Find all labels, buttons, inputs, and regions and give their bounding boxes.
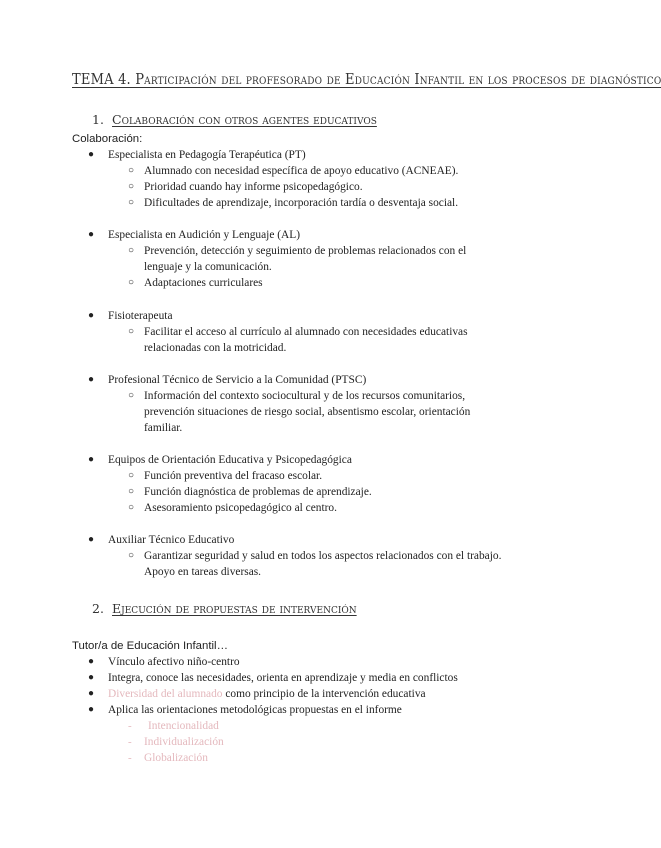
circle-bullet-icon: ○ (128, 245, 135, 256)
list-item: Facilitar el acceso al currículo al alumnado con necesidades educativas (144, 326, 468, 338)
circle-bullet-icon: ○ (128, 181, 135, 192)
circle-bullet-icon: ○ (128, 277, 135, 288)
list-item: Prevención, detección y seguimiento de problemas relacionados con el (144, 245, 467, 257)
tutor-item: Vínculo afectivo niño-centro (108, 656, 240, 668)
group-heading-fisio: Fisioterapeuta (108, 310, 173, 322)
method-item: Intencionalidad (148, 720, 219, 732)
bullet-icon: ● (88, 534, 95, 545)
list-item-continuation: familiar. (144, 422, 183, 434)
section-2-heading (92, 601, 357, 616)
dash-icon: - (128, 752, 132, 764)
section-1-title: Colaboración con otros agentes educativos (112, 112, 377, 127)
circle-bullet-icon: ○ (128, 326, 135, 337)
method-item: Globalización (144, 752, 208, 764)
bullet-icon: ● (88, 704, 95, 715)
bullet-icon: ● (88, 374, 95, 385)
group-heading-pt: Especialista en Pedagogía Terapéutica (PT) (108, 149, 306, 161)
list-item: Asesoramiento psicopedagógico al centro. (144, 502, 337, 514)
circle-bullet-icon: ○ (128, 470, 135, 481)
bullet-icon: ● (88, 149, 95, 160)
circle-bullet-icon: ○ (128, 550, 135, 561)
list-item: Adaptaciones curriculares (144, 277, 263, 289)
circle-bullet-icon: ○ (128, 486, 135, 497)
list-item: Información del contexto sociocultural y de los recursos comunitarios, (144, 390, 466, 402)
list-item-continuation: lenguaje y la comunicación. (144, 261, 272, 273)
bullet-icon: ● (88, 656, 95, 667)
group-heading-eoep: Equipos de Orientación Educativa y Psicopedagógica (108, 454, 352, 466)
circle-bullet-icon: ○ (128, 390, 135, 401)
dash-icon: - (128, 736, 132, 748)
bullet-icon: ● (88, 454, 95, 465)
section-2-title: Ejecución de propuestas de intervención (112, 601, 357, 616)
list-item: Garantizar seguridad y salud en todos los aspectos relacionados con el trabajo. (144, 550, 502, 562)
bullet-icon: ● (88, 229, 95, 240)
list-item: Dificultades de aprendizaje, incorporación tardía o desventaja social. (144, 197, 459, 209)
method-item: Individualización (144, 736, 224, 748)
section-1-number: 1. (92, 112, 104, 127)
circle-bullet-icon: ○ (128, 502, 135, 513)
section-1-heading (92, 112, 377, 127)
tutor-item (108, 686, 426, 702)
list-item: Alumnado con necesidad específica de apoyo educativo (ACNEAE). (144, 165, 459, 177)
bullet-icon: ● (88, 310, 95, 321)
document-title: TEMA 4. Participación del profesorado de Educación Infantil en los procesos de diagnóstico (72, 72, 661, 88)
group-heading-ate: Auxiliar Técnico Educativo (108, 534, 235, 546)
tutor-item-rest: como principio de la intervención educativa (222, 688, 426, 700)
circle-bullet-icon: ○ (128, 197, 135, 208)
list-item: Función preventiva del fracaso escolar. (144, 470, 323, 482)
group-heading-ptsc: Profesional Técnico de Servicio a la Comunidad (PTSC) (108, 374, 367, 386)
tutor-item: Integra, conoce las necesidades, orienta en aprendizaje y media en conflictos (108, 672, 458, 684)
section-2-number: 2. (92, 601, 104, 616)
bullet-icon: ● (88, 672, 95, 683)
bullet-icon: ● (88, 688, 95, 699)
tutor-label: Tutor/a de Educación Infantil… (72, 640, 228, 652)
circle-bullet-icon: ○ (128, 165, 135, 176)
list-item: Función diagnóstica de problemas de aprendizaje. (144, 486, 372, 498)
list-item-continuation: Apoyo en tareas diversas. (144, 566, 262, 578)
group-heading-al: Especialista en Audición y Lenguaje (AL) (108, 229, 300, 241)
tutor-item: Aplica las orientaciones metodológicas propuestas en el informe (108, 704, 402, 716)
list-item: Prioridad cuando hay informe psicopedagógico. (144, 181, 363, 193)
highlighted-text: Diversidad del alumnado (108, 688, 223, 700)
dash-icon: - (128, 720, 132, 732)
list-item-continuation: relacionadas con la motricidad. (144, 342, 287, 354)
colaboracion-label: Colaboración: (72, 133, 143, 145)
list-item-continuation: prevención situaciones de riesgo social, absentismo escolar, orientación (144, 406, 471, 418)
